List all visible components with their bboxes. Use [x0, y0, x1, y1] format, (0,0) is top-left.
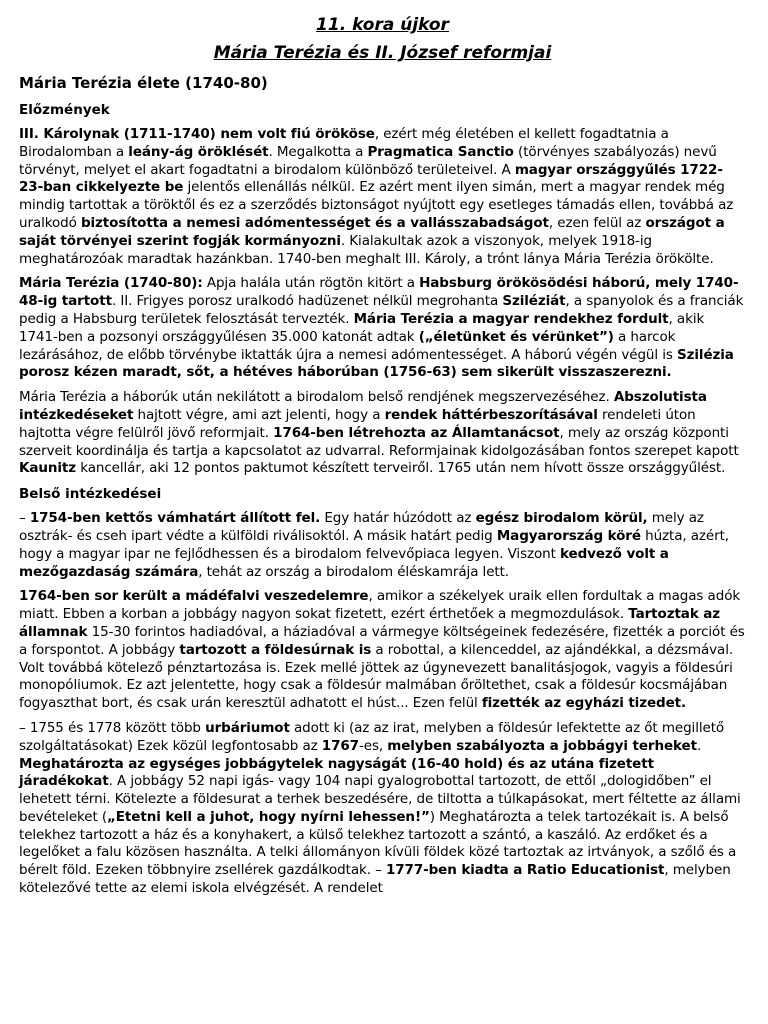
bold-text-run: 1764-ben sor került a mádéfalvi veszedelemre — [19, 588, 369, 605]
bold-text-run: 1767 — [321, 737, 359, 754]
bold-text-run: melyben szabályozta a jobbágyi terheket — [387, 737, 697, 754]
text-run: , ezen felül az — [548, 214, 646, 231]
bold-text-run: III. Károlynak (1711-1740) nem volt fiú örököse — [19, 126, 375, 142]
text-run: , tehát az ország a birodalom éléskamrája lett. — [198, 563, 509, 580]
bold-text-run: biztosította a nemesi adómentességet és a vallásszabadságot — [80, 214, 549, 231]
text-run: . A jobbágy 52 napi igás- vagy 104 napi gyalogrobottal tartozott, de ettől „dologidőben” el lehetett térni. Kötelezte a földesurat a terhek beszedésére, de tiltotta a túlkapásokat, mert féltette az állami bevételeket ( — [19, 773, 741, 825]
bold-text-run: fizették az egyházi tizedet. — [481, 695, 687, 712]
text-run: . Megalkotta a — [268, 143, 368, 160]
bold-text-run: országot a saját törvényei szerint fogják kormányozni — [19, 214, 725, 249]
text-run: kancellár, aki 12 pontos paktumot készített terveiről. 1765 után nem hívott össze országgyűlést. — [76, 460, 726, 477]
text-run: -es, — [358, 737, 388, 754]
text-run: jelentős ellenállás nélkül. Ez azért ment ilyen simán, mert a magyar rendek még mindig tartottak a töröktől és ez a szerződés biztonságot nyújtott egy esetleges támadás ellen, továbbá az uralkodó — [19, 179, 734, 231]
bold-text-run: kedvező volt a mezőgazdaság számára — [19, 545, 669, 580]
bold-text-run: tartozott a földesúrnak is — [179, 641, 372, 658]
subsection-heading-elozmenyek: Előzmények — [19, 102, 110, 118]
paragraph — [19, 126, 746, 268]
paragraph — [19, 720, 746, 898]
paragraph — [19, 389, 746, 478]
paragraph — [19, 510, 746, 581]
text-run: , amikor a székelyek uraik ellen fordultak a magas adók miatt. Ebben a korban a jobbágy nagyon sokat fizetett, ezért érthetőek a megmozdulások. — [19, 588, 741, 623]
bold-text-run: leány-ág öröklését — [128, 143, 269, 160]
section-heading: Mária Terézia élete (1740-80) — [19, 74, 268, 92]
text-run: , melyben kötelezővé tette az elemi iskola elvégzését. A rendelet — [19, 862, 731, 897]
text-run: 15-30 forintos hadiadóval, a háziadóval a vármegye költségeinek fedezésére, fizették a porciót és a forspontot. A jobbágy — [19, 623, 745, 658]
bold-text-run: 1777-ben kiadta a Ratio Educationist — [385, 862, 665, 879]
text-run: (törvényes szabályozás) nevű törvényt, melyet el akart fogadtatni a birodalom különböző területeivel. A — [19, 143, 717, 178]
text-run: Mária Terézia a háborúk után nekilátott a birodalom belső rendjének megszervezéséhez. — [19, 389, 614, 406]
bold-text-run: Sziléziát — [502, 293, 566, 310]
text-run: – 1755 és 1778 között több — [19, 719, 206, 736]
bold-text-run: rendek háttérbeszorításával — [384, 406, 598, 423]
bold-text-run: Habsburg örökösödési háború, mely 1740-48-ig tartott — [19, 275, 739, 310]
bold-text-run: Magyarország köré — [496, 527, 641, 544]
text-run: ) Meghatározta a telek tartozékait is. A belső telekhez tartozott a ház és a konyhakert, a külső telekhez tartozott a szántó, a kaszáló. Az erdőket és a legelőket a falu közösen használta. A telki állományon kívüli földek közé tartoztak az irtványok, a szőlő és a bérelt föld. Ezeken többnyire zsellérek gazdálkodtak. – — [19, 808, 737, 879]
bold-text-run: 1754-ben kettős vámhatárt állított fel. — [29, 510, 321, 527]
text-run: . Kialakultak azok a viszonyok, melyek 1918-ig meghatározóak maradtak hazánkban. 1740-ben meghalt III. Károly, a trónt lánya Mária Terézia örökölte. — [19, 232, 714, 267]
bold-text-run: „Etetni kell a juhot, hogy nyírni lehessen!” — [107, 808, 430, 825]
text-run: a robottal, a kilenceddel, az ajándékkal, a dézsmával. Volt továbbá kötelező pénztartozása is. Ezek mellé jöttek az úgynevezett banalitásjogok, vagyis a földesúri monopóliumok. Ez azt jelentette, hogy csak a földesúr malmában őröltethet, csak a földesúr kocsmájában fogyaszthat bort, és csak urán keresztül adhatott el húst... Ezen felül — [19, 641, 734, 712]
bold-text-run: Szilézia porosz kézen maradt, sőt, a hétéves háborúban (1756-63) sem sikerült visszaszerezni. — [19, 346, 734, 381]
paragraph — [19, 588, 746, 713]
bold-text-run: Meghatározta az egységes jobbágytelek nagyságát (16-40 hold) és az utána fizetett járadékokat — [19, 755, 654, 790]
text-run: , mely az ország központi szerveit koordinálja és tartja a kapcsolatot az udvarral. Reformjainak kidolgozásában fontos szerepet kapott — [19, 424, 739, 459]
text-run: , ezért még életében el kellett fogadtatnia a Birodalomban a — [19, 126, 669, 160]
bold-text-run: 1764-ben létrehozta az Államtanácsot — [273, 424, 560, 441]
document-title: 11. kora újkor — [316, 15, 449, 35]
text-run: , akik 1741-ben a pozsonyi országgyűlésen 35.000 katonát adtak — [19, 310, 705, 345]
text-run: . II. Frigyes porosz uralkodó hadüzenet nélkül megrohanta — [111, 293, 503, 310]
text-run: , a spanyolok és a franciák pedig a Habsburg területek felosztását tervezték. — [19, 293, 744, 327]
bold-text-run: magyar országgyűlés 1722-23-ban cikkelyezte be — [19, 161, 723, 196]
bold-text-run: urbáriumot — [205, 719, 290, 736]
bold-text-run: Tartoztak az államnak — [19, 606, 721, 640]
bold-text-run: Kaunitz — [19, 460, 77, 477]
paragraph — [19, 275, 746, 382]
text-run: – — [19, 510, 30, 527]
text-run: a harcok lezárásához, de előbb törvénybe iktatták újra a nemesi adómentességet. A háború végén végül is — [19, 328, 678, 363]
bold-text-run: egész birodalom körül, — [475, 510, 648, 527]
text-run: Apja halála után rögtön kitört a — [202, 275, 420, 292]
text-run: mely az osztrák- és cseh ipart védte a külföldi riválisoktól. A másik határt pedig — [19, 510, 704, 544]
bold-text-run: Mária Terézia a magyar rendekhez fordult — [353, 310, 669, 327]
text-run: Egy határ húzódott az — [320, 510, 476, 527]
document-subtitle: Mária Terézia és II. József reformjai — [213, 43, 552, 63]
text-run: hajtott végre, ami azt jelenti, hogy a — [133, 406, 385, 423]
bold-text-run: Abszolutista intézkedéseket — [19, 389, 707, 423]
text-run: rendeleti úton hajtotta végre felülről jövő reformjait. — [19, 406, 696, 441]
bold-text-run: („életünket és vérünket”) — [418, 328, 614, 345]
text-run: húzta, azért, hogy a magyar ipar ne fejlődhessen és a birodalom felvevőpiaca legyen. Viszont — [19, 527, 729, 562]
text-run: adott ki (az az irat, melyben a földesúr lefektette az őt megillető szolgáltatásokat) Ezek közül legfontosabb az — [19, 719, 725, 754]
bold-text-run: Pragmatica Sanctio — [367, 143, 514, 160]
subsection-heading-belso: Belső intézkedései — [19, 486, 162, 503]
bold-text-run: Mária Terézia (1740-80): — [19, 275, 203, 292]
text-run: . — [696, 737, 702, 754]
